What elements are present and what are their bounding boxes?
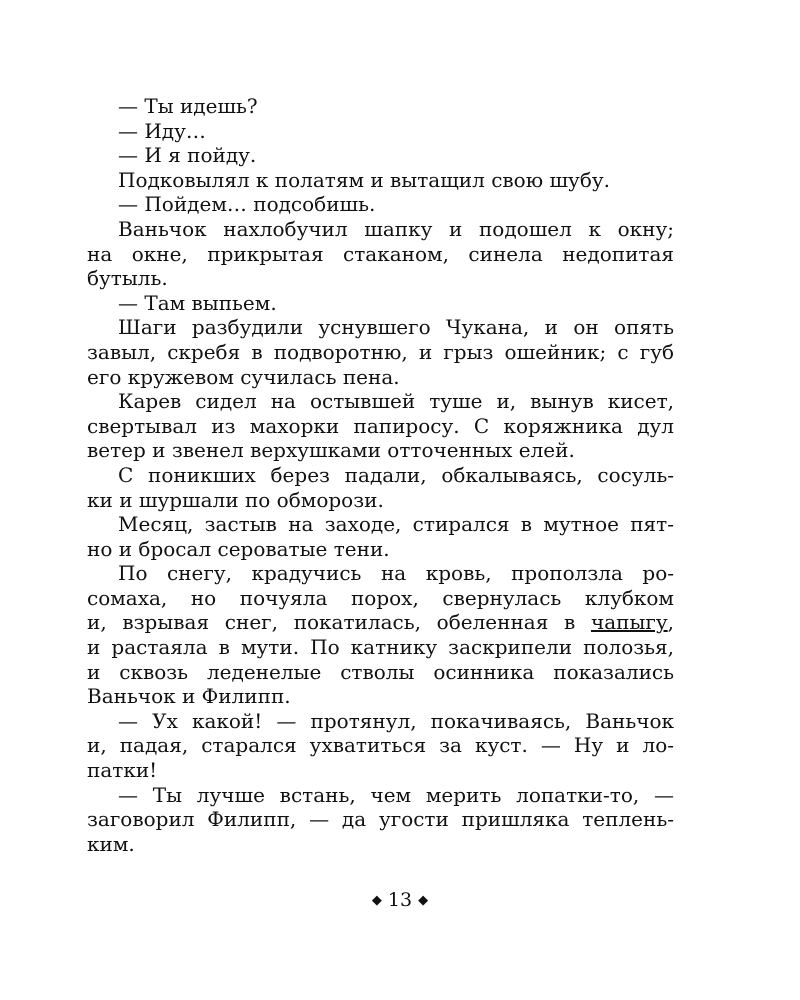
ornament-right-icon: ◆ bbox=[418, 893, 429, 908]
text-line: его кружевом сучилась пена. bbox=[87, 364, 400, 389]
text-line: — И я пойду. bbox=[118, 143, 257, 168]
book-page-text bbox=[87, 94, 674, 856]
text-line: — Там выпьем. bbox=[118, 290, 277, 315]
text-line: Шаги разбудили уснувшего Чукана, и он опять bbox=[118, 315, 674, 340]
text-line: По снегу, крадучись на кровь, проползла ро- bbox=[118, 561, 674, 586]
text-line: заговорил Филипп, — да угости пришляка теплень- bbox=[87, 807, 674, 832]
text-line: С поникших берез падали, обкалываясь, сосуль- bbox=[118, 462, 674, 487]
text-line: свертывал из махорки папиросу. С коряжника дул bbox=[87, 413, 674, 438]
ornament-left-icon: ◆ bbox=[371, 893, 382, 908]
page-number: 13 bbox=[387, 889, 413, 911]
text-line: Ваньчок нахлобучил шапку и подошел к окну; bbox=[118, 216, 674, 241]
text-line: и растаяла в мути. По катнику заскрипели полозья, bbox=[87, 635, 674, 660]
text-line: Месяц, застыв на заходе, стирался в мутное пят- bbox=[118, 512, 674, 537]
text-line: ветер и звенел верхушками отточенных елей. bbox=[87, 438, 575, 463]
text-line bbox=[87, 610, 674, 635]
text-line: — Пойдем… подсобишь. bbox=[118, 192, 376, 217]
text-line: Подковылял к полатям и вытащил свою шубу. bbox=[118, 167, 610, 192]
text-line: и сквозь леденелые стволы осинника показались bbox=[87, 659, 674, 684]
text-line: и, падая, старался ухватиться за куст. — Ну и ло- bbox=[87, 733, 674, 758]
text-line: бутыль. bbox=[87, 266, 168, 291]
text-line: ки и шуршали по обморози. bbox=[87, 487, 384, 512]
text-line: сомаха, но почуяла порох, свернулась клубком bbox=[87, 585, 674, 610]
text-line: Ваньчок и Филипп. bbox=[87, 684, 291, 709]
underlined-word: чапыгу bbox=[591, 610, 668, 635]
page-number-footer bbox=[0, 889, 800, 911]
text-line: — Иду… bbox=[118, 118, 206, 143]
text-line: но и бросал сероватые тени. bbox=[87, 536, 390, 561]
text-line: — Ух какой! — протянул, покачиваясь, Ваньчок bbox=[118, 708, 674, 733]
text-line-part: и, взрывая снег, покатилась, обеленная в bbox=[87, 610, 591, 635]
text-line: завыл, скребя в подворотню, и грыз ошейник; с губ bbox=[87, 339, 674, 364]
text-line: — Ты идешь? bbox=[118, 94, 258, 118]
text-line: на окне, прикрытая стаканом, синела недопитая bbox=[87, 241, 674, 266]
text-line: ким. bbox=[87, 831, 135, 856]
text-line-part: , bbox=[667, 610, 674, 635]
text-line: — Ты лучше встань, чем мерить лопатки-то, — bbox=[118, 782, 674, 807]
text-line: Карев сидел на остывшей туше и, вынув кисет, bbox=[118, 389, 674, 414]
text-line: патки! bbox=[87, 758, 158, 783]
